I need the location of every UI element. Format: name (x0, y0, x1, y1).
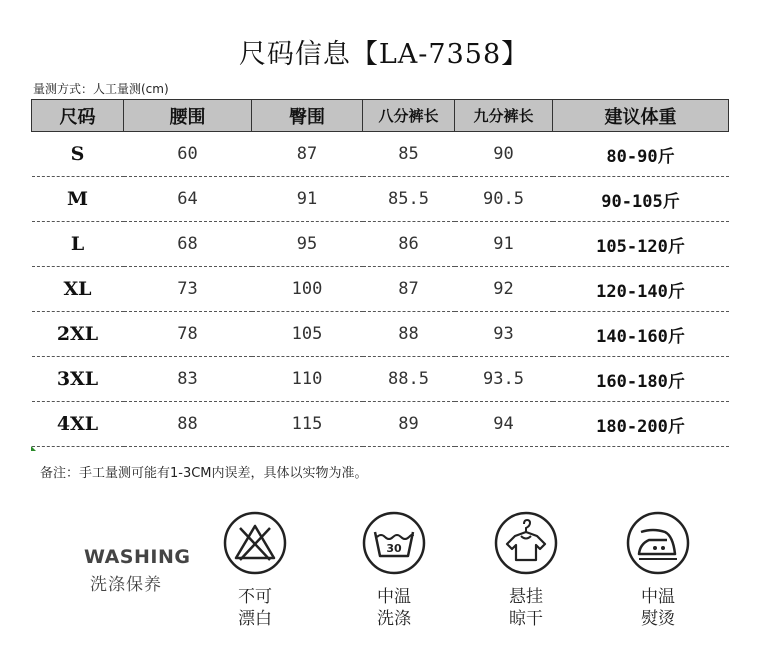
iron-medium-icon (625, 510, 691, 576)
care-label-line1: 悬挂 (509, 587, 543, 607)
cell-weight: 140-160斤 (553, 312, 729, 357)
measure-method: 量测方式：人工量测(cm) (33, 82, 169, 96)
cell-cropped-length: 89 (363, 402, 455, 447)
cell-waist: 64 (124, 177, 252, 222)
cell-size: 3XL (32, 357, 124, 402)
table-row (32, 267, 729, 312)
cell-weight: 180-200斤 (553, 402, 729, 447)
cell-cropped-length: 88.5 (363, 357, 455, 402)
cell-weight: 80-90斤 (553, 132, 729, 177)
cell-size: 4XL (32, 402, 124, 447)
cell-weight: 160-180斤 (553, 357, 729, 402)
cell-ankle-length: 93.5 (455, 357, 553, 402)
table-header-row (32, 100, 729, 132)
size-table (31, 99, 729, 447)
table-row (32, 312, 729, 357)
corner-marker (31, 446, 36, 451)
cell-ankle-length: 93 (455, 312, 553, 357)
cell-ankle-length: 91 (455, 222, 553, 267)
cell-ankle-length: 90.5 (455, 177, 553, 222)
cell-ankle-length: 94 (455, 402, 553, 447)
cell-hip: 87 (252, 132, 363, 177)
cell-waist: 68 (124, 222, 252, 267)
hang-dry-icon (493, 510, 559, 576)
cell-hip: 100 (252, 267, 363, 312)
header-cropped-length: 八分裤长 (363, 100, 455, 132)
care-label-line2: 漂白 (238, 609, 272, 629)
table-row (32, 357, 729, 402)
cell-waist: 73 (124, 267, 252, 312)
wash-temp-label: 30 (386, 542, 402, 555)
care-label-line2: 晾干 (509, 609, 543, 629)
cell-ankle-length: 90 (455, 132, 553, 177)
cell-ankle-length: 92 (455, 267, 553, 312)
cell-hip: 110 (252, 357, 363, 402)
page-title: 尺码信息【LA-7358】 (238, 39, 530, 70)
care-label-line2: 洗涤 (377, 609, 411, 629)
care-label-line1: 不可 (238, 587, 272, 607)
washing-title-cn: 洗涤保养 (90, 575, 162, 595)
cell-hip: 115 (252, 402, 363, 447)
cell-cropped-length: 87 (363, 267, 455, 312)
cell-weight: 105-120斤 (553, 222, 729, 267)
care-label-line1: 中温 (641, 587, 675, 607)
cell-size: L (32, 222, 124, 267)
cell-waist: 83 (124, 357, 252, 402)
care-item-no-bleach (215, 510, 295, 630)
cell-cropped-length: 85 (363, 132, 455, 177)
care-item-wash-30 (354, 510, 434, 630)
no-bleach-icon (222, 510, 288, 576)
cell-cropped-length: 88 (363, 312, 455, 357)
care-label-line1: 中温 (377, 587, 411, 607)
table-row (32, 177, 729, 222)
cell-weight: 90-105斤 (553, 177, 729, 222)
header-weight: 建议体重 (553, 100, 729, 132)
care-label-line2: 熨烫 (641, 609, 675, 629)
wash-30-icon (361, 510, 427, 576)
cell-hip: 105 (252, 312, 363, 357)
cell-size: M (32, 177, 124, 222)
cell-size: S (32, 132, 124, 177)
washing-title-en: WASHING (84, 546, 191, 568)
table-row (32, 132, 729, 177)
cell-cropped-length: 85.5 (363, 177, 455, 222)
cell-waist: 78 (124, 312, 252, 357)
cell-size: 2XL (32, 312, 124, 357)
header-ankle-length: 九分裤长 (455, 100, 553, 132)
cell-cropped-length: 86 (363, 222, 455, 267)
cell-waist: 88 (124, 402, 252, 447)
table-row (32, 222, 729, 267)
header-waist: 腰围 (124, 100, 252, 132)
header-size: 尺码 (32, 100, 124, 132)
care-item-hang-dry (486, 510, 566, 630)
cell-hip: 95 (252, 222, 363, 267)
cell-size: XL (32, 267, 124, 312)
cell-waist: 60 (124, 132, 252, 177)
note-text: 备注：手工量测可能有1-3CM内误差，具体以实物为准。 (40, 466, 368, 481)
cell-weight: 120-140斤 (553, 267, 729, 312)
care-item-iron-medium (618, 510, 698, 630)
table-row (32, 402, 729, 447)
header-hip: 臀围 (252, 100, 363, 132)
cell-hip: 91 (252, 177, 363, 222)
